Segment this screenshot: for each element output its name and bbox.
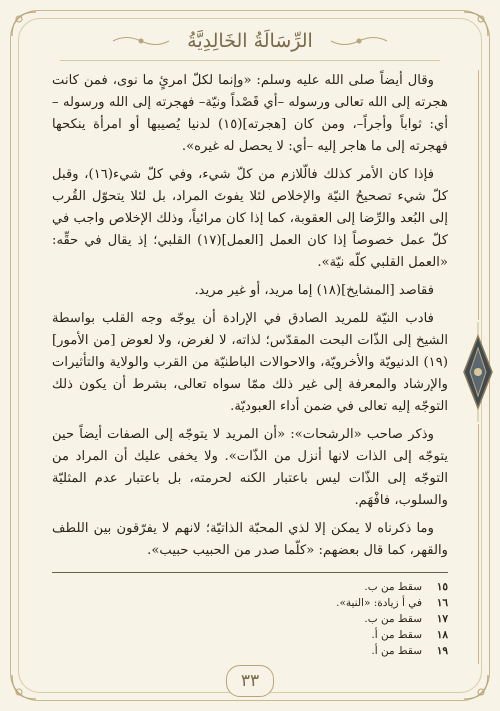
page-title: الرِّسَالَةُ الخَالِدِيَّةُ [187, 30, 313, 52]
corner-ornament-icon [462, 10, 490, 38]
footnote-separator [52, 572, 448, 573]
footnote-item [52, 595, 448, 611]
side-medallion-icon [458, 322, 498, 422]
footnote-text: سقط من ب. [364, 581, 422, 593]
header-divider [60, 60, 440, 61]
paragraph: وقال أيضاً صلى الله عليه وسلم: «وإنما لكلّ امرئٍ ما نوى، فمن كانت هجرته إلى الله تعالى ورسوله –أي قَصْداً ونيّة– فهجرته إلى الله ورسوله –أي: ثواباً وأجراً–، ومن كان [هجرته](١٥) لدنيا يُصيبها أو امرأة ينكحها فهجرته إلى ما هاجر إليه –أي: لا يحصل له غيره». [52, 73, 448, 154]
footnote-text: سقط من أ. [371, 629, 422, 641]
paragraph: فقاصد [المشايخ](١٨) إما مريد، أو غير مريد. [194, 283, 434, 298]
footnote-number: ١٨ [436, 629, 448, 641]
corner-ornament-icon [10, 673, 38, 701]
page-content [52, 70, 448, 659]
footnote-item [52, 611, 448, 627]
page-number: ٣٣ [226, 665, 274, 697]
footnote-number: ١٩ [436, 645, 448, 657]
header-ornament-icon [111, 34, 171, 48]
footnote-number: ١٥ [436, 581, 448, 593]
paragraph: وما ذكرناه لا يمكن إلا لذي المحبّة الذاتيّة؛ لانهم لا يفرّقون بين اللطف والقهر، كما قال بعضهم: «كلّما صدر من الحبيب حبيب». [52, 521, 448, 558]
paragraph: فإذا كان الأمر كذلك فالّلازم من كلّ شيء، وفي كلّ شيء(١٦)، وقبل كلّ شيء تصحيحُ النيّة والإخلاص لئلا يفوتَ المراد، بل لئلا يتحوّل القُرب إلى البُعد والرِّضا إلى العقوبة، كما إذا كان مرائياً، وذلك الإخلاص واجب في كلّ عمل خصوصاً إذا كان العمل [العمل](١٧) القلبي؛ إذ يقال في حقِّه: «العمل القلبي كلّه نيّة». [52, 167, 448, 270]
footnote-item [52, 643, 448, 659]
running-header [80, 22, 420, 60]
paragraph: وذكر صاحب «الرشحات»: «أن المريد لا يتوجّه إلى الصفات أيضاً حين يتوجّه إلى الذات لانها أنزل من الذّات». ولا يخفى عليك أن المراد من التوجّه إلى الذّات ليس باعتبار الكنه لحرمته، بل باعتبار عدم المثليّة والسلوب، فافْهَم. [52, 427, 448, 508]
footnote-number: ١٧ [436, 613, 448, 625]
corner-ornament-icon [10, 10, 38, 38]
footnote-number: ١٦ [436, 597, 448, 609]
side-border-line [478, 70, 479, 320]
footnotes [52, 579, 448, 659]
paragraph: فادب النيّة للمريد الصادق في الإرادة أن يوجّه وجه القلب بواسطة الشيخ إلى الذّات البحت المقدّس؛ لذاته، لا لغرض، ولا لعوض [من الأمور](١٩) الدنيويّة والأخرويّة، والاحوالات الباطنيّة من القرب والولاية والتأثيرات والإرشاد والمعرفة إلى غير ذلك ممّا سواه تعالى، بشرط أن يكون ذلك التوجّه إليه تعالى في ضمن أداء العبوديّة. [52, 311, 448, 414]
footnote-text: سقط من ب. [364, 613, 422, 625]
header-ornament-icon [329, 34, 389, 48]
footnote-text: سقط من أ. [371, 645, 422, 657]
footnote-text: في أ زيادة: «النية». [336, 597, 422, 609]
footnote-item [52, 579, 448, 595]
side-border-line [478, 424, 479, 664]
corner-ornament-icon [462, 673, 490, 701]
footnote-item [52, 627, 448, 643]
